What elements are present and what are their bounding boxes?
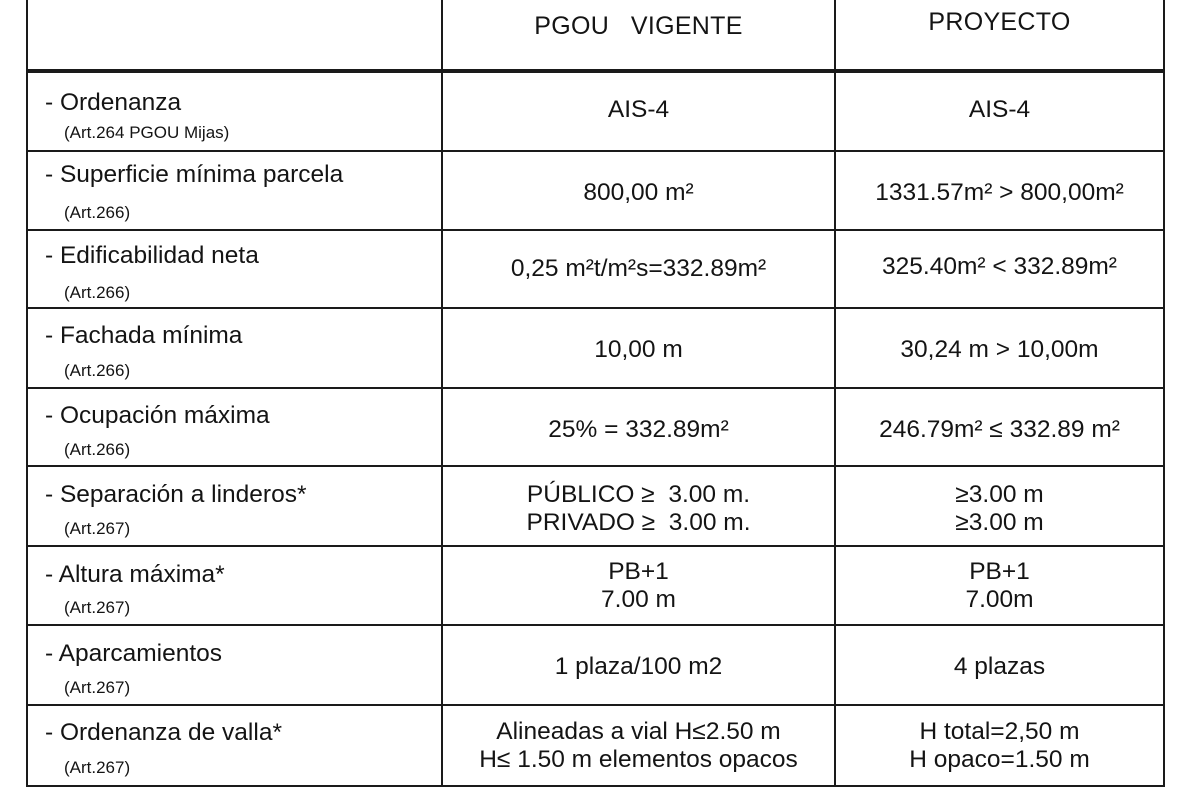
cell-current: 1 plaza/100 m2 xyxy=(554,653,723,680)
table-border-left xyxy=(26,0,28,787)
row-ref: (Art.267) xyxy=(64,758,131,777)
cell-current: 0,25 m²t/m²s=332.89m² xyxy=(510,255,767,282)
cell-current: AIS-4 xyxy=(607,96,670,123)
row-label-fachada: - Fachada mínima xyxy=(45,322,243,349)
cell-project: 30,24 m > 10,00m xyxy=(900,336,1099,363)
header-pgou-vigente: PGOU VIGENTE xyxy=(534,12,743,40)
header-proyecto: PROYECTO xyxy=(928,8,1071,36)
cell-project: ≥3.00 m ≥3.00 m xyxy=(955,481,1044,536)
row-divider xyxy=(26,307,1165,309)
row-label-edificabilidad: - Edificabilidad neta xyxy=(45,242,259,269)
cell-current: PB+1 7.00 m xyxy=(601,558,676,613)
row-label-ocupacion: - Ocupación máxima xyxy=(45,402,270,429)
row-ref: (Art.266) xyxy=(64,440,131,459)
row-ref: (Art.267) xyxy=(64,598,131,617)
row-label-altura: - Altura máxima* xyxy=(45,561,225,588)
row-ref: (Art.264 PGOU Mijas) xyxy=(64,123,230,142)
cell-current: PÚBLICO ≥ 3.00 m. PRIVADO ≥ 3.00 m. xyxy=(526,481,751,536)
row-divider xyxy=(26,624,1165,626)
table-bottom-border xyxy=(26,785,1165,787)
row-ref: (Art.266) xyxy=(64,283,131,302)
cell-project: PB+1 7.00m xyxy=(965,558,1034,613)
cell-current: Alineadas a vial H≤2.50 m H≤ 1.50 m elementos opacos xyxy=(479,718,798,773)
cell-project: 246.79m² ≤ 332.89 m² xyxy=(879,416,1120,443)
row-ref: (Art.266) xyxy=(64,361,131,380)
cell-project: 4 plazas xyxy=(953,653,1046,680)
cell-project: AIS-4 xyxy=(968,96,1031,123)
row-label-valla: - Ordenanza de valla* xyxy=(45,719,282,746)
table-border-right xyxy=(1163,0,1165,787)
row-divider xyxy=(26,229,1165,231)
cell-current: 800,00 m² xyxy=(583,179,694,206)
header-bottom-border xyxy=(26,69,1165,73)
row-label-ordenanza: - Ordenanza xyxy=(45,89,182,116)
row-ref: (Art.266) xyxy=(64,203,131,222)
cell-project: 1331.57m² > 800,00m² xyxy=(875,179,1124,206)
cell-project: 325.40m² < 332.89m² xyxy=(882,253,1117,280)
row-label-aparcamientos: - Aparcamientos xyxy=(45,640,223,667)
row-divider xyxy=(26,465,1165,467)
row-label-separacion: - Separación a linderos* xyxy=(45,481,307,508)
row-ref: (Art.267) xyxy=(64,519,131,538)
cell-current: 25% = 332.89m² xyxy=(548,416,729,443)
row-label-superficie: - Superficie mínima parcela xyxy=(45,161,344,188)
row-divider xyxy=(26,545,1165,547)
row-divider xyxy=(26,704,1165,706)
row-ref: (Art.267) xyxy=(64,678,131,697)
row-divider xyxy=(26,387,1165,389)
cell-project: H total=2,50 m H opaco=1.50 m xyxy=(909,718,1090,773)
cell-current: 10,00 m xyxy=(594,336,683,363)
row-divider xyxy=(26,150,1165,152)
